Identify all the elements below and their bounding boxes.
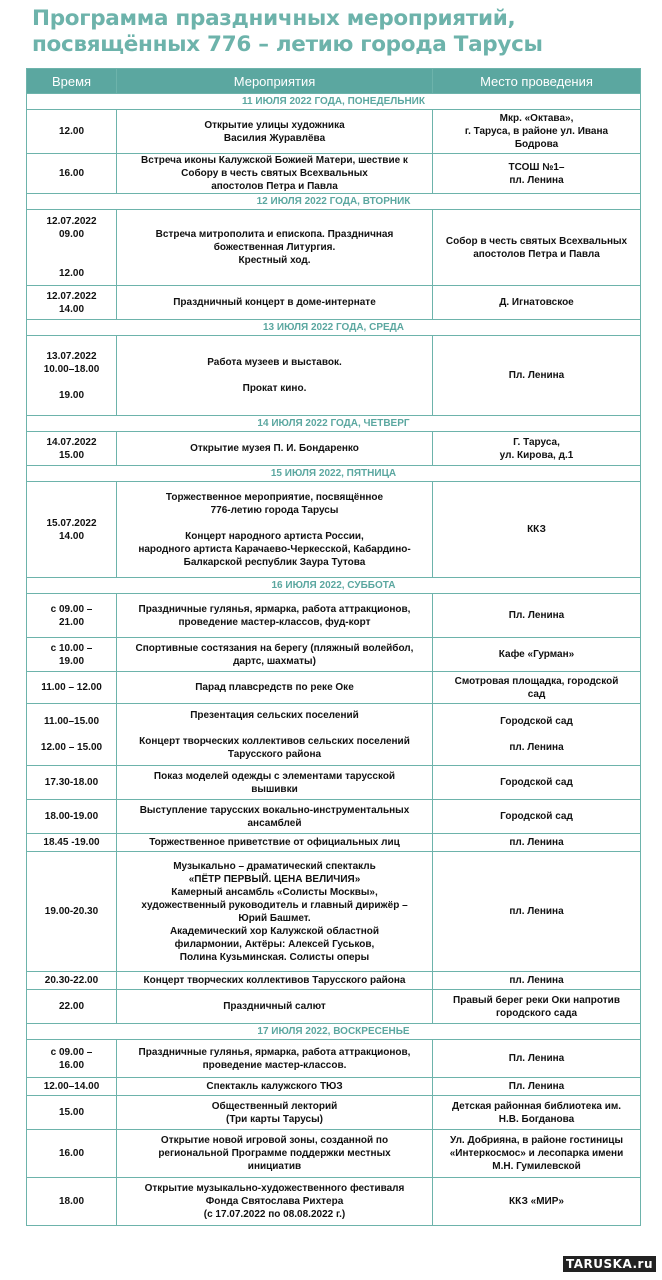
cell-place: Кафе «Гурман»	[433, 638, 641, 672]
table-row	[27, 800, 641, 834]
site-watermark: TARUSKA.ru	[563, 1256, 656, 1272]
cell-time: 20.30-22.00	[27, 972, 117, 990]
day-row	[27, 94, 641, 110]
cell-place: Городской сад пл. Ленина	[433, 704, 641, 766]
cell-event: Парад плавсредств по реке Оке	[117, 672, 433, 704]
cell-place: ТСОШ №1– пл. Ленина	[433, 154, 641, 194]
table-row	[27, 1078, 641, 1096]
cell-time: 22.00	[27, 990, 117, 1024]
cell-event: Праздничные гулянья, ярмарка, работа аттракционов, проведение мастер-классов, фуд-корт	[117, 594, 433, 638]
day-label: 11 ИЮЛЯ 2022 ГОДА, ПОНЕДЕЛЬНИК	[27, 94, 641, 110]
table-row	[27, 210, 641, 286]
cell-time: 16.00	[27, 154, 117, 194]
cell-place: пл. Ленина	[433, 852, 641, 972]
cell-place: пл. Ленина	[433, 972, 641, 990]
table-row	[27, 834, 641, 852]
table-row	[27, 704, 641, 766]
cell-time: 12.00	[27, 110, 117, 154]
cell-event: Открытие новой игровой зоны, созданной по региональной Программе поддержки местных инициатив	[117, 1130, 433, 1178]
cell-time: 12.07.2022 09.00 12.00	[27, 210, 117, 286]
cell-event: Торжественное приветствие от официальных лиц	[117, 834, 433, 852]
cell-event: Встреча иконы Калужской Божией Матери, шествие к Собору в честь святых Всехвальных апостолов Петра и Павла	[117, 154, 433, 194]
cell-place: Пл. Ленина	[433, 1040, 641, 1078]
table-row	[27, 990, 641, 1024]
cell-place: Ул. Добрияна, в районе гостиницы «Интеркосмос» и лесопарка имени М.Н. Гумилевской	[433, 1130, 641, 1178]
header-event: Мероприятия	[117, 69, 433, 94]
cell-event: Встреча митрополита и епископа. Праздничная божественная Литургия. Крестный ход.	[117, 210, 433, 286]
cell-time: 18.00	[27, 1178, 117, 1226]
cell-event: Презентация сельских поселений Концерт творческих коллективов сельских поселений Тарусского района	[117, 704, 433, 766]
cell-place: Собор в честь святых Всехвальных апостолов Петра и Павла	[433, 210, 641, 286]
header-place: Место проведения	[433, 69, 641, 94]
title-line-1: Программа праздничных мероприятий,	[32, 6, 516, 31]
cell-event: Общественный лекторий (Три карты Тарусы)	[117, 1096, 433, 1130]
table-row	[27, 432, 641, 466]
table-row	[27, 1178, 641, 1226]
cell-time: 19.00-20.30	[27, 852, 117, 972]
cell-event: Спортивные состязания на берегу (пляжный волейбол, дартс, шахматы)	[117, 638, 433, 672]
cell-event: Открытие улицы художника Василия Журавлёва	[117, 110, 433, 154]
day-row	[27, 1024, 641, 1040]
cell-place: ККЗ «МИР»	[433, 1178, 641, 1226]
table-row	[27, 154, 641, 194]
cell-place: ККЗ	[433, 482, 641, 578]
cell-place: Д. Игнатовское	[433, 286, 641, 320]
table-row	[27, 482, 641, 578]
table-row	[27, 972, 641, 990]
table-row	[27, 1096, 641, 1130]
cell-place: Городской сад	[433, 766, 641, 800]
cell-event: Открытие музея П. И. Бондаренко	[117, 432, 433, 466]
cell-event: Праздничный салют	[117, 990, 433, 1024]
day-label: 15 ИЮЛЯ 2022, ПЯТНИЦА	[27, 466, 641, 482]
day-label: 17 ИЮЛЯ 2022, ВОСКРЕСЕНЬЕ	[27, 1024, 641, 1040]
table-row	[27, 638, 641, 672]
cell-time: с 10.00 – 19.00	[27, 638, 117, 672]
table-row	[27, 766, 641, 800]
cell-place: Городской сад	[433, 800, 641, 834]
cell-time: с 09.00 – 21.00	[27, 594, 117, 638]
cell-place: Пл. Ленина	[433, 594, 641, 638]
day-row	[27, 578, 641, 594]
table-row	[27, 110, 641, 154]
schedule-table	[26, 68, 641, 1226]
cell-time: 11.00 – 12.00	[27, 672, 117, 704]
title-line-2: посвящённых 776 – летию города Тарусы	[32, 32, 543, 57]
cell-event: Музыкально – драматический спектакль «ПЁТР ПЕРВЫЙ. ЦЕНА ВЕЛИЧИЯ» Камерный ансамбль «Солисты Москвы», художественный руководитель и главный дирижёр – Юрий Башмет. Академический хор Калужской областной филармонии, Актёры: Алексей Гуськов, Полина Кузьминская. Солисты оперы	[117, 852, 433, 972]
cell-place: Детская районная библиотека им. Н.В. Богданова	[433, 1096, 641, 1130]
cell-event: Праздничный концерт в доме-интернате	[117, 286, 433, 320]
cell-event: Открытие музыкально-художественного фестиваля Фонда Святослава Рихтера (с 17.07.2022 по 08.08.2022 г.)	[117, 1178, 433, 1226]
day-row	[27, 466, 641, 482]
cell-time: 12.00–14.00	[27, 1078, 117, 1096]
day-label: 16 ИЮЛЯ 2022, СУББОТА	[27, 578, 641, 594]
table-row	[27, 594, 641, 638]
cell-time: 12.07.2022 14.00	[27, 286, 117, 320]
cell-time: 11.00–15.00 12.00 – 15.00	[27, 704, 117, 766]
cell-place: пл. Ленина	[433, 834, 641, 852]
table-row	[27, 286, 641, 320]
cell-event: Спектакль калужского ТЮЗ	[117, 1078, 433, 1096]
table-row	[27, 336, 641, 416]
table-header-row	[27, 69, 641, 94]
cell-place: Смотровая площадка, городской сад	[433, 672, 641, 704]
cell-time: с 09.00 – 16.00	[27, 1040, 117, 1078]
cell-time: 18.00-19.00	[27, 800, 117, 834]
cell-place: Мкр. «Октава», г. Таруса, в районе ул. Ивана Бодрова	[433, 110, 641, 154]
cell-place: Пл. Ленина	[433, 336, 641, 416]
cell-event: Показ моделей одежды с элементами тарусской вышивки	[117, 766, 433, 800]
schedule-body	[27, 94, 641, 1226]
cell-place: Правый берег реки Оки напротив городского сада	[433, 990, 641, 1024]
cell-event: Выступление тарусских вокально-инструментальных ансамблей	[117, 800, 433, 834]
cell-time: 18.45 -19.00	[27, 834, 117, 852]
cell-time: 15.00	[27, 1096, 117, 1130]
cell-place: Пл. Ленина	[433, 1078, 641, 1096]
table-row	[27, 672, 641, 704]
day-label: 13 ИЮЛЯ 2022 ГОДА, СРЕДА	[27, 320, 641, 336]
cell-event: Работа музеев и выставок. Прокат кино.	[117, 336, 433, 416]
cell-time: 16.00	[27, 1130, 117, 1178]
table-row	[27, 852, 641, 972]
day-label: 14 ИЮЛЯ 2022 ГОДА, ЧЕТВЕРГ	[27, 416, 641, 432]
table-row	[27, 1130, 641, 1178]
cell-time: 17.30-18.00	[27, 766, 117, 800]
cell-time: 13.07.2022 10.00–18.00 19.00	[27, 336, 117, 416]
day-label: 12 ИЮЛЯ 2022 ГОДА, ВТОРНИК	[27, 194, 641, 210]
day-row	[27, 194, 641, 210]
day-row	[27, 416, 641, 432]
cell-time: 15.07.2022 14.00	[27, 482, 117, 578]
cell-place: Г. Таруса, ул. Кирова, д.1	[433, 432, 641, 466]
day-row	[27, 320, 641, 336]
cell-event: Торжественное мероприятие, посвящённое 776-летию города Тарусы Концерт народного артиста России, народного артиста Карачаево-Черкесской, Кабардино- Балкарской республик Заура Тутова	[117, 482, 433, 578]
header-time: Время	[27, 69, 117, 94]
cell-event: Концерт творческих коллективов Тарусского района	[117, 972, 433, 990]
cell-event: Праздничные гулянья, ярмарка, работа аттракционов, проведение мастер-классов.	[117, 1040, 433, 1078]
table-row	[27, 1040, 641, 1078]
page-title	[32, 6, 652, 58]
cell-time: 14.07.2022 15.00	[27, 432, 117, 466]
